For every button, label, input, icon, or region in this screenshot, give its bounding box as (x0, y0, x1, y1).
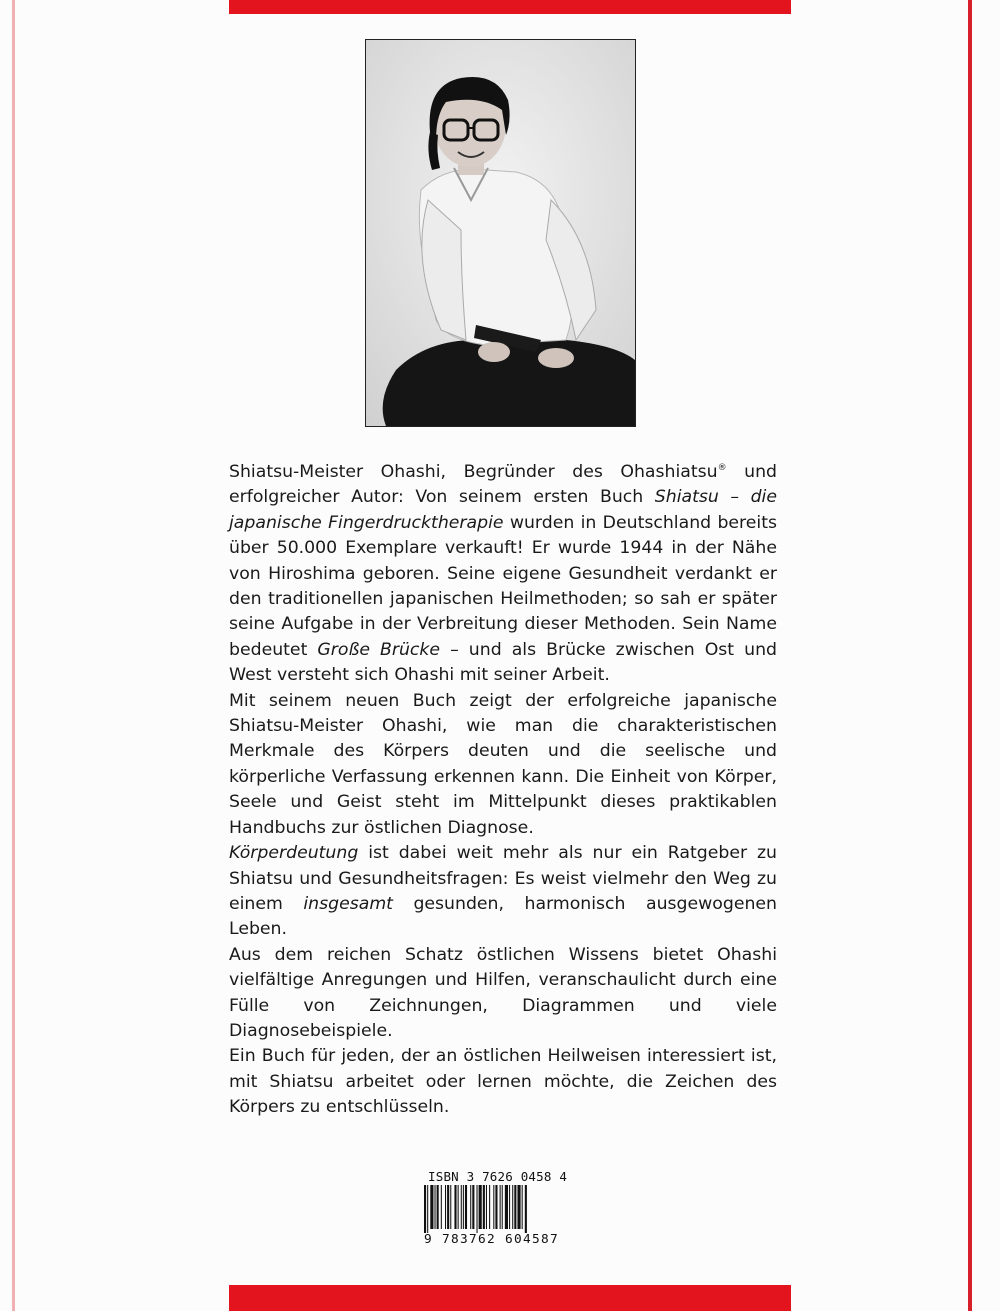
barcode-bar (509, 1185, 510, 1229)
blurb-paragraph-1 (229, 456, 777, 689)
barcode-bar (483, 1185, 485, 1229)
registered-mark: ® (717, 463, 727, 473)
barcode-bar (500, 1185, 501, 1229)
barcode-bar (465, 1185, 467, 1229)
barcode-bar (514, 1185, 516, 1229)
barcode-bar (495, 1185, 497, 1229)
barcode-bar (525, 1185, 527, 1233)
blurb-paragraph-4: Aus dem reichen Schatz östlichen Wissens bietet Ohashi vielfältige Anregungen und Hilfen, veranschaulicht durch eine Fülle von Zeichnungen, Diagrammen und viele Diagnosebeispiele. (229, 944, 777, 1041)
barcode-bar (441, 1185, 442, 1229)
bottom-red-bar (229, 1285, 791, 1311)
barcode-icon (424, 1185, 582, 1235)
barcode-bar (489, 1185, 490, 1229)
left-edge-line (12, 0, 15, 1311)
blurb-text: – und als Brücke zwischen Ost und West versteht sich Ohashi mit seiner Arbeit. (229, 639, 777, 686)
book-title-italic: Körperdeutung (229, 843, 359, 864)
barcode-bar (505, 1185, 508, 1229)
blurb-text: wurden in Deutschland bereits über 50.000 Exemplare verkauft! Er wurde 1944 in der Nähe von Hiroshima geboren. Seine eigene Gesundheit verdankt er den traditionellen japanischen Heilmethoden; so sah er später seine Aufgabe in der Verbreitung dieser Methoden. Sein Name bedeutet (229, 512, 777, 660)
barcode-bar (502, 1185, 503, 1229)
barcode-bar (437, 1185, 439, 1229)
isbn-number: ISBN 3 7626 0458 4 (428, 1169, 568, 1184)
barcode-bar (479, 1185, 482, 1229)
blurb-paragraph-5: Ein Buch für jeden, der an östlichen Heilweisen interessiert ist, mit Shiatsu arbeitet oder lernen möchte, die Zeichen des Körpers zu entschlüsseln. (229, 1046, 777, 1118)
barcode-bar (522, 1185, 523, 1229)
barcode-bar (427, 1185, 428, 1233)
blurb-paragraph-3 (229, 841, 777, 943)
barcode-bar (435, 1185, 436, 1229)
barcode-bar (458, 1185, 459, 1229)
barcode-bar (454, 1185, 456, 1229)
barcode-bar (445, 1185, 446, 1229)
blurb-text: gesunden, harmonisch ausgewogenen Leben. (229, 893, 777, 940)
barcode-bar (517, 1185, 520, 1229)
barcode-bar (477, 1185, 478, 1233)
right-red-line (968, 0, 972, 1311)
book-title-italic: Shiatsu – die japanische Fingerdrucktherapie (229, 487, 777, 533)
barcode-bar (450, 1185, 451, 1229)
barcode-bar (470, 1185, 471, 1229)
top-red-bar (229, 0, 791, 14)
barcode-bar (463, 1185, 464, 1229)
barcode-bar (424, 1185, 426, 1233)
portrait-photo-icon (366, 40, 635, 426)
blurb-text: und erfolgreicher Autor: Von seinem ersten Buch (229, 462, 777, 508)
cover-blurb-text (229, 456, 777, 1121)
ean-number: 9 783762 604587 (424, 1232, 560, 1247)
emphasis-italic: insgesamt (303, 893, 393, 914)
barcode-bar (430, 1185, 433, 1229)
author-portrait-photo (365, 39, 636, 427)
name-meaning-italic: Große Brücke (317, 639, 441, 660)
barcode-bar (461, 1185, 462, 1229)
barcode-bar (512, 1185, 513, 1229)
blurb-text: ist dabei weit mehr als nur ein Ratgeber zu Shiatsu und Gesundheitsfragen: Es weist vielmehr den Weg zu einem (229, 843, 777, 914)
blurb-text: Shiatsu-Meister Ohashi, Begründer des Ohashiatsu (229, 462, 718, 482)
barcode-bar (472, 1185, 474, 1229)
blurb-paragraph-2: Mit seinem neuen Buch zeigt der erfolgreiche japanische Shiatsu-Meister Ohashi, wie man die charakteristischen Merkmale des Körpers deuten und die seelische und körperliche Verfassung erkennen kann. Die Einheit von Körper, Seele und Geist steht im Mittelpunkt dieses praktikablen Handbuchs zur östlichen Diagnose. (229, 690, 777, 838)
barcode-bar (447, 1185, 449, 1229)
barcode-bar (486, 1185, 487, 1229)
barcode-bar (493, 1185, 494, 1229)
isbn-barcode (424, 1169, 582, 1249)
